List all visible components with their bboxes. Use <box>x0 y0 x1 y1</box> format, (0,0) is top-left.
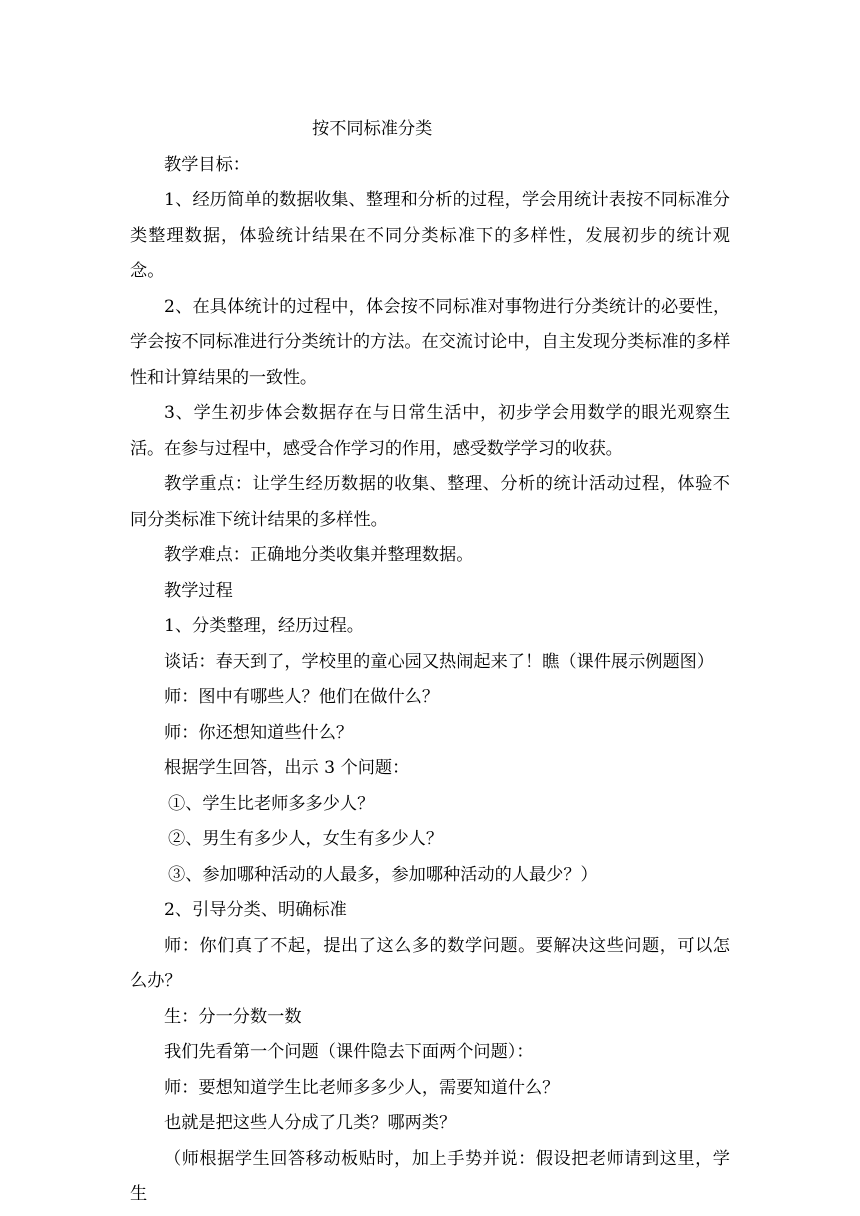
paragraph-process-heading: 教学过程 <box>164 580 233 601</box>
paragraph-objective-1: 1、经历简单的数据收集、整理和分析的过程，学会用统计表按不同标准分类整理数据，体验统计结果在不同分类标准下的多样性，发展初步的统计观念。 <box>130 190 730 281</box>
paragraph-step-2: 2、引导分类、明确标准 <box>164 900 347 920</box>
paragraph-board-note: （师根据学生回答移动板贴时，加上手势并说：假设把老师请到这里，学生 <box>130 1148 730 1204</box>
paragraph-talk: 谈话：春天到了，学校里的童心园又热闹起来了！瞧（课件展示例题图） <box>164 651 715 672</box>
question-item-1: ①、学生比老师多多少人？ <box>168 793 375 814</box>
paragraph-objectives-heading: 教学目标： <box>164 154 250 175</box>
paragraph-objective-3: 3、学生初步体会数据存在与日常生活中，初步学会用数学的眼光观察生活。在参与过程中，感受合作学习的作用，感受数学学习的收获。 <box>130 403 730 459</box>
paragraph-student-answer: 生：分一分数一数 <box>164 1006 302 1027</box>
paragraph-teacher-question-2: 师：你还想知道些什么？ <box>164 722 354 743</box>
paragraph-teacher-question-1: 师：图中有哪些人？他们在做什么？ <box>164 687 440 707</box>
paragraph-show-questions: 根据学生回答，出示 3 个问题： <box>164 758 410 778</box>
paragraph-categories: 也就是把这些人分成了几类？哪两类？ <box>164 1113 457 1133</box>
document-body <box>130 112 730 1213</box>
paragraph-difficulty: 教学难点：正确地分类收集并整理数据。 <box>164 545 474 565</box>
paragraph-objective-2: 2、在具体统计的过程中，体会按不同标准对事物进行分类统计的必要性，学会按不同标准进行分类统计的方法。在交流讨论中，自主发现分类标准的多样性和计算结果的一致性。 <box>130 296 730 388</box>
document-title: 按不同标准分类 <box>312 119 433 139</box>
question-item-2: ②、男生有多少人，女生有多少人？ <box>168 829 444 849</box>
paragraph-key-point: 教学重点：让学生经历数据的收集、整理、分析的统计活动过程，体验不同分类标准下统计结果的多样性。 <box>130 474 730 530</box>
question-item-3: ③、参加哪种活动的人最多，参加哪种活动的人最少？） <box>168 864 598 885</box>
paragraph-teacher-praise: 师：你们真了不起，提出了这么多的数学问题。要解决这些问题，可以怎么办？ <box>130 935 730 991</box>
paragraph-step-1: 1、分类整理，经历过程。 <box>164 616 364 636</box>
paragraph-teacher-need: 师：要想知道学生比老师多多少人，需要知道什么？ <box>164 1077 560 1098</box>
paragraph-first-question: 我们先看第一个问题（课件隐去下面两个问题）： <box>164 1042 534 1062</box>
